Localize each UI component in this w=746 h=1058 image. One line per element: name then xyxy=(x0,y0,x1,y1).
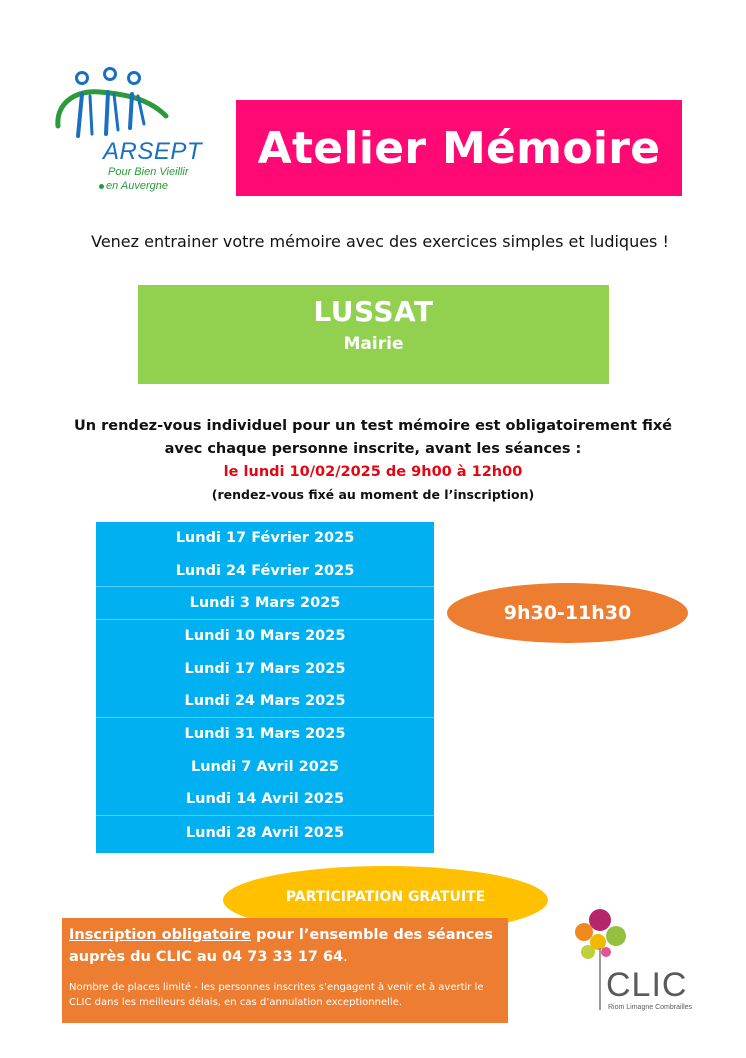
appointment-note: (rendez-vous fixé au moment de l’inscription) xyxy=(211,487,535,502)
appointment-date: le lundi 10/02/2025 de 9h00 à 12h00 xyxy=(223,464,523,480)
appointment-line-1: Un rendez-vous individuel pour un test mémoire est obligatoirement fixé xyxy=(73,418,673,434)
session-item: Lundi 17 Février 2025 xyxy=(175,530,355,547)
session-item: Lundi 24 Mars 2025 xyxy=(96,685,434,718)
location-venue: Mairie xyxy=(343,334,404,354)
session-time: 9h30-11h30 xyxy=(503,602,632,624)
registration-period: . xyxy=(343,949,348,965)
session-item: Lundi 10 Mars 2025 xyxy=(184,628,346,645)
registration-line-1 xyxy=(69,927,493,943)
registration-scope: pour l’ensemble des séances xyxy=(250,927,493,943)
clic-subtitle: Riom Limagne Combrailles xyxy=(608,1004,693,1011)
session-item: Lundi 14 Avril 2025 xyxy=(96,784,434,817)
session-item: Lundi 31 Mars 2025 xyxy=(184,726,346,743)
arsept-name: ARSEPT xyxy=(103,138,203,165)
appointment-line-2: avec chaque personne inscrite, avant les séances : xyxy=(164,441,582,457)
time-badge xyxy=(447,583,688,643)
arsept-tagline-1: Pour Bien Vieillir xyxy=(108,166,189,178)
session-item: Lundi 28 Avril 2025 xyxy=(185,824,345,841)
session-item: Lundi 3 Mars 2025 xyxy=(96,587,434,620)
title-banner xyxy=(236,100,682,196)
intro-text: Venez entrainer votre mémoire avec des exercices simples et ludiques ! xyxy=(91,232,669,251)
arsept-dot xyxy=(99,184,104,189)
session-item: Lundi 7 Avril 2025 xyxy=(190,759,340,776)
location-city: LUSSAT xyxy=(313,295,434,328)
clic-name: CLIC xyxy=(606,966,688,1004)
page-title: Atelier Mémoire xyxy=(257,122,661,174)
intro-line xyxy=(0,232,746,251)
registration-line-2 xyxy=(69,949,348,965)
location-box xyxy=(138,285,609,384)
session-item: Lundi 24 Février 2025 xyxy=(96,555,434,588)
arsept-tagline-2: en Auvergne xyxy=(106,180,168,192)
registration-contact: auprès du CLIC au 04 73 33 17 64 xyxy=(69,949,344,965)
registration-required: Inscription obligatoire xyxy=(69,927,251,943)
registration-note: Nombre de places limité - les personnes inscrites s’engagent à venir et à avertir le CLIC dans les meilleurs délais, en cas d’annulation exceptionnelle. xyxy=(69,982,484,1008)
registration-box xyxy=(62,918,508,1023)
participation-label: PARTICIPATION GRATUITE xyxy=(285,889,486,905)
sessions-list xyxy=(96,522,434,853)
session-item: Lundi 17 Mars 2025 xyxy=(184,661,346,678)
